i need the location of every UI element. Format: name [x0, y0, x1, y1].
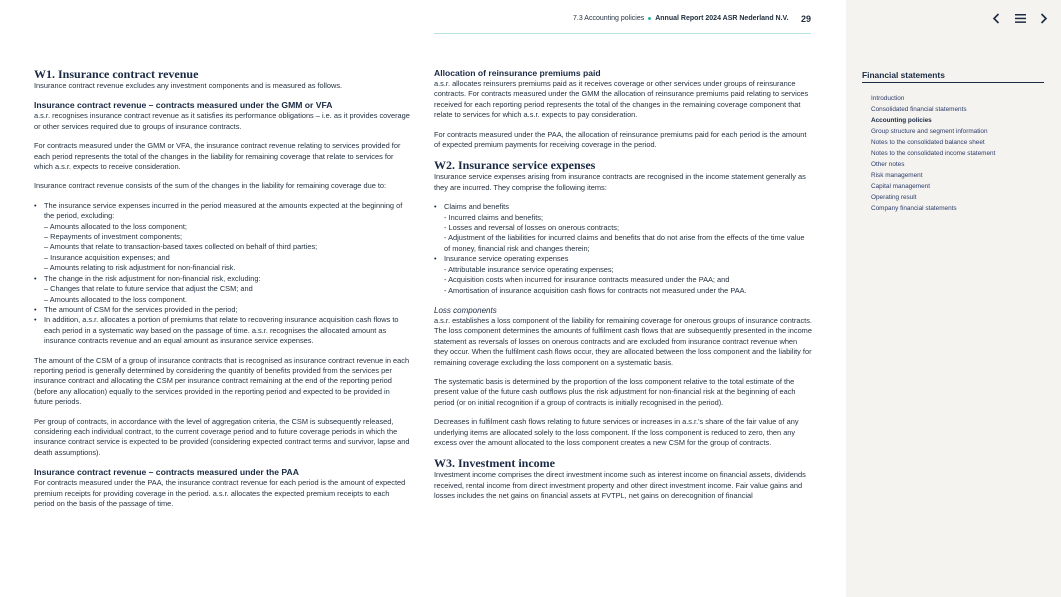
sidebar-item-notes-balance-sheet[interactable]: Notes to the consolidated balance sheet [871, 139, 985, 146]
sub-item: - Losses and reversal of losses on onerous contracts; [444, 223, 620, 233]
sidebar-item-company-financial-statements[interactable]: Company financial statements [871, 205, 957, 212]
w1-intro: Insurance contract revenue excludes any investment components and is measured as follows. [34, 81, 343, 90]
sidebar-item-capital-management[interactable]: Capital management [871, 183, 930, 190]
paa-heading: Insurance contract revenue – contracts measured under the PAA [34, 467, 299, 478]
sub-item: – Amounts allocated to the loss component. [44, 294, 187, 304]
loss-paragraph-1: a.s.r. establishes a loss component of the liability for remaining coverage for onerous groups of insurance contracts. The loss component determines the amounts of fulfilment cash flows that are subsequently presented in the income statement as reversals of losses on onerous contracts and are excluded from insurance contract revenue when they occur. When the fulfilment cash flows occur, they are allocated between the loss component and the liability for remaining coverage excluding the loss component on a systematic basis. [434, 315, 812, 367]
list-item-text: The insurance service expenses incurred in the period measured at the amounts expected at the beginning of the period, excluding: [44, 200, 403, 221]
list-item [434, 202, 812, 254]
group-release-paragraph: Per group of contracts, in accordance with the level of aggregation criteria, the CSM is subsequently released, considering each individual contract, to the current coverage period and to future coverage periods in which the insurance contract service is expected to be provided (considering expected contract terms and survivor, lapse and death assumptions). [34, 416, 410, 457]
sidebar-item-operating-result[interactable]: Operating result [871, 194, 917, 201]
page-navigation [984, 11, 1056, 25]
running-header [573, 15, 789, 22]
menu-icon [1015, 14, 1026, 23]
list-item [34, 201, 410, 274]
w2-intro: Insurance service expenses arising from insurance contracts are recognised in the income statement generally as they are incurred. They comprise the following items: [434, 172, 806, 192]
revenue-bullet-list [34, 201, 410, 347]
sub-item: - Incurred claims and benefits; [444, 212, 543, 222]
list-item-text: The change in the risk adjustment for non-financial risk, excluding: [44, 273, 261, 283]
gmm-heading: Insurance contract revenue – contracts measured under the GMM or VFA [34, 100, 333, 111]
csm-paragraph: The amount of the CSM of a group of insurance contracts that is recognised as insurance contract revenue in each reporting period is generally determined by considering the quantity of benefits provided from the services per insurance contract and allocating the CSM per insurance contract remaining at the end of the reporting period (before any allocation) equally to the services provided in the reporting period and expected to be provided in future periods. [34, 355, 410, 407]
gmm-paragraph-2: For contracts measured under the GMM or VFA, the insurance contract revenue relating to services provided for each period represents the total of the changes in the liability for remaining coverage that relate to services for which a.s.r. expects to receive consideration. [34, 141, 401, 172]
list-item [34, 315, 410, 346]
sidebar-item-group-structure[interactable]: Group structure and segment information [871, 128, 988, 135]
list-item-text: Insurance service operating expenses [444, 254, 569, 264]
sidebar-item-risk-management[interactable]: Risk management [871, 172, 923, 179]
sub-item: - Adjustment of the liabilities for incurred claims and benefits that do not arise from the effects of the time value of money, financial risk and changes therein; [444, 233, 805, 253]
sub-item: - Attributable insurance service operating expenses; [444, 264, 614, 274]
w2-heading: W2. Insurance service expenses [434, 158, 596, 173]
paa-paragraph: For contracts measured under the PAA, the insurance contract revenue for each period is the amount of expected premium receipts for providing coverage in the period. a.s.r. allocates the expected premium receipts to each period on the basis of the passage of time. [34, 478, 406, 508]
left-column [34, 68, 410, 509]
list-item [34, 274, 410, 305]
sidebar-item-notes-income-statement[interactable]: Notes to the consolidated income statement [871, 150, 996, 157]
sub-item: - Acquisition costs when incurred for insurance contracts measured under the PAA; and [444, 275, 730, 285]
right-column [434, 68, 812, 502]
sub-item: – Amounts relating to risk adjustment for non-financial risk. [44, 263, 236, 273]
sidebar-item-other-notes[interactable]: Other notes [871, 161, 905, 168]
loss-components-heading: Loss components [434, 305, 497, 315]
header-section[interactable]: 7.3 Accounting policies [573, 15, 645, 22]
menu-button[interactable] [1008, 11, 1032, 25]
navigation-sidebar [846, 0, 1061, 597]
sub-item: – Amounts allocated to the loss component; [44, 221, 187, 231]
loss-paragraph-2: The systematic basis is determined by the proportion of the loss component relative to the total estimate of the present value of the future cash outflows plus the risk adjustment for non-financial risk at the beginning of each period (or on initial recognition if a group of contracts is initially recognised in the period). [434, 376, 796, 407]
next-page-button[interactable] [1032, 11, 1056, 25]
w1-heading: W1. Insurance contract revenue [34, 67, 199, 81]
list-item-text: The amount of CSM for the services provided in the period; [44, 304, 238, 314]
loss-paragraph-3: Decreases in fulfilment cash flows relating to future services or increases in a.s.r.'s share of the fair value of any underlying items are allocated solely to the loss component. If the loss component is reduced to zero, then any excess over the amount allocated to the loss component creates a new CSM for the group of contracts. [434, 417, 799, 447]
header-separator-dot [648, 17, 651, 20]
chevron-right-icon [1040, 13, 1048, 24]
gmm-paragraph-1: a.s.r. recognises insurance contract revenue as it satisfies its performance obligations – i.e. as it provides coverage or other services required due to groups of insurance contracts. [34, 111, 410, 131]
sub-item: – Changes that relate to future service that adjust the CSM; and [44, 284, 253, 294]
header-rule [434, 33, 811, 34]
list-item-text: In addition, a.s.r. allocates a portion of premiums that relate to recovering insurance acquisition cash flows to each period in a systematic way based on the passage of time. a.s.r. recognises the allocated amount as insurance contracts revenue and an equal amount as insurance service expenses. [44, 315, 399, 346]
sub-item: – Amounts that relate to transaction-based taxes collected on behalf of third parties; [44, 242, 318, 252]
w3-heading: W3. Investment income [434, 456, 555, 471]
sub-item: – Insurance acquisition expenses; and [44, 252, 170, 262]
sidebar-item-consolidated-financial-statements[interactable]: Consolidated financial statements [871, 106, 967, 113]
expenses-bullet-list [434, 202, 812, 296]
reinsurance-paragraph-1: a.s.r. allocates reinsurers premiums paid as it receives coverage or other services under groups of reinsurance contracts. For contracts measured under the GMM the allocation of reinsurance premiums paid relating to services received for each reporting period represents the total of the changes in the remaining coverage component that relate to services for which a.s.r. expects to pay consideration. [434, 79, 809, 120]
sub-item: - Amortisation of insurance acquisition cash flows for contracts not measured under the PAA. [444, 285, 747, 295]
gmm-paragraph-3: Insurance contract revenue consists of the sum of the changes in the liability for remaining coverage due to: [34, 181, 387, 191]
page-number: 29 [801, 14, 812, 24]
sidebar-item-introduction[interactable]: Introduction [871, 95, 905, 102]
chevron-left-icon [992, 13, 1000, 24]
sidebar-title: Financial statements [862, 70, 945, 80]
list-item-text: Claims and benefits [444, 202, 509, 212]
list-item [34, 305, 410, 315]
sidebar-title-rule [862, 82, 1044, 83]
list-item [434, 254, 812, 296]
reinsurance-heading: Allocation of reinsurance premiums paid [434, 68, 601, 78]
sub-item: – Repayments of investment components; [44, 232, 183, 242]
reinsurance-paragraph-2: For contracts measured under the PAA, the allocation of reinsurance premiums paid for each period is the amount of expected premium payments for receiving coverage in the period. [434, 129, 807, 150]
previous-page-button[interactable] [984, 11, 1008, 25]
sidebar-item-accounting-policies[interactable]: Accounting policies [871, 117, 932, 124]
w3-paragraph: Investment income comprises the direct investment income such as interest income on financial assets, dividends received, rental income from direct investment property and other direct investment income. Fair value gains and losses includes the net gains on financial assets at FVTPL, net gains on derecognition of financial [434, 470, 806, 501]
header-report-title: Annual Report 2024 ASR Nederland N.V. [655, 15, 789, 22]
sidebar-nav-list [871, 93, 995, 214]
